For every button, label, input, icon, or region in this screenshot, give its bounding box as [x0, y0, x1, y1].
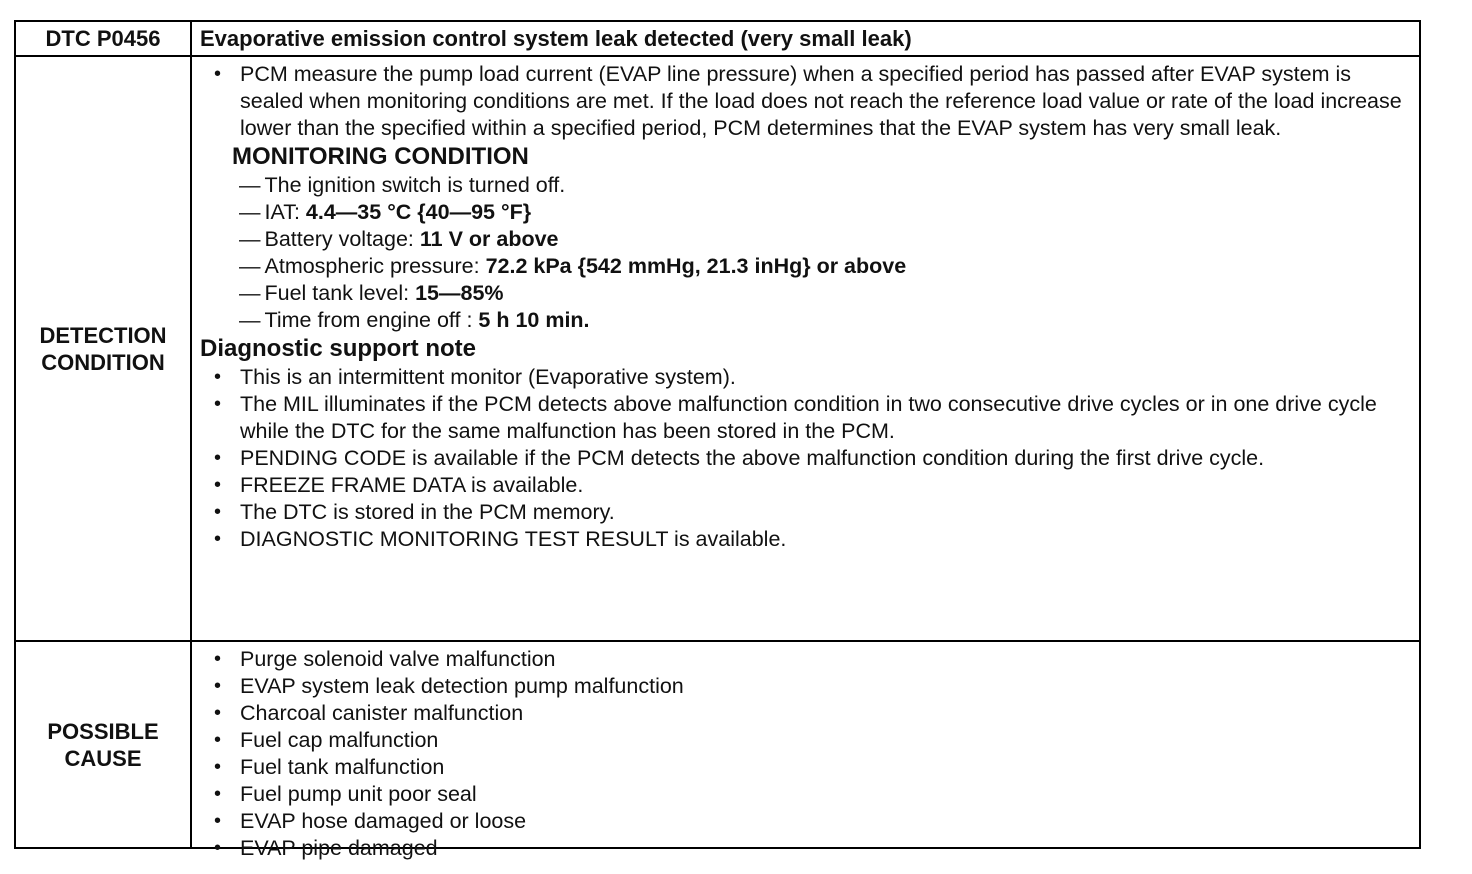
- note-item: • FREEZE FRAME DATA is available.: [200, 472, 1409, 499]
- description-list: [200, 61, 1409, 142]
- monitoring-conditions: [239, 172, 1409, 334]
- description-item: • PCM measure the pump load current (EVAP line pressure) when a specified period has passed after EVAP system is sealed when monitoring conditions are met. If the load does not reach the reference load value or rate of the load increase lower than the specified within a specified period, PCM determines that the EVAP system has very small leak.: [200, 61, 1409, 142]
- condition-item: — IAT: 4.4—35 °C {40—95 °F}: [239, 200, 532, 224]
- cause-item: • Fuel pump unit poor seal: [200, 781, 1409, 808]
- condition-item: — Atmospheric pressure: 72.2 kPa {542 mmHg, 21.3 inHg} or above: [239, 254, 907, 278]
- detection-row: [16, 57, 1419, 642]
- header-row: [16, 22, 1419, 57]
- cause-item: • EVAP pipe damaged: [200, 835, 1409, 862]
- note-item: • This is an intermittent monitor (Evaporative system).: [200, 364, 1409, 391]
- dtc-title: Evaporative emission control system leak detected (very small leak): [200, 26, 912, 51]
- note-item: • DIAGNOSTIC MONITORING TEST RESULT is available.: [200, 526, 1409, 553]
- cause-row: [16, 642, 1419, 860]
- condition-item: — Time from engine off : 5 h 10 min.: [239, 308, 590, 332]
- condition-item: — Battery voltage: 11 V or above: [239, 227, 559, 251]
- condition-item: — Fuel tank level: 15—85%: [239, 281, 504, 305]
- support-note-list: [200, 364, 1409, 553]
- note-item: • PENDING CODE is available if the PCM detects the above malfunction condition during the first drive cycle.: [200, 445, 1409, 472]
- condition-item: — The ignition switch is turned off.: [239, 173, 566, 197]
- cause-item: • Fuel cap malfunction: [200, 727, 1409, 754]
- detection-label-line2: CONDITION: [41, 349, 165, 375]
- detection-content: [192, 57, 1419, 640]
- cause-content: [192, 642, 1419, 860]
- note-item: • The DTC is stored in the PCM memory.: [200, 499, 1409, 526]
- detection-label-line1: DETECTION: [39, 322, 167, 348]
- cause-list: [200, 646, 1409, 862]
- cause-item: • Fuel tank malfunction: [200, 754, 1409, 781]
- cause-item: • EVAP hose damaged or loose: [200, 808, 1409, 835]
- cause-item: • Purge solenoid valve malfunction: [200, 646, 1409, 673]
- cause-label-line1: POSSIBLE: [47, 718, 159, 744]
- cause-item: • EVAP system leak detection pump malfunction: [200, 673, 1409, 700]
- note-item: • The MIL illuminates if the PCM detects above malfunction condition in two consecutive drive cycles or in one drive cycle while the DTC for the same malfunction has been stored in the PCM.: [200, 391, 1409, 445]
- dtc-table: [14, 20, 1421, 860]
- cause-item: • Charcoal canister malfunction: [200, 700, 1409, 727]
- cause-label-line2: CAUSE: [64, 745, 142, 771]
- dtc-code: DTC P0456: [16, 22, 192, 55]
- cause-label: [16, 642, 192, 847]
- monitoring-heading: MONITORING CONDITION: [232, 143, 529, 170]
- detection-label: [16, 57, 192, 640]
- support-note-heading: Diagnostic support note: [200, 335, 476, 362]
